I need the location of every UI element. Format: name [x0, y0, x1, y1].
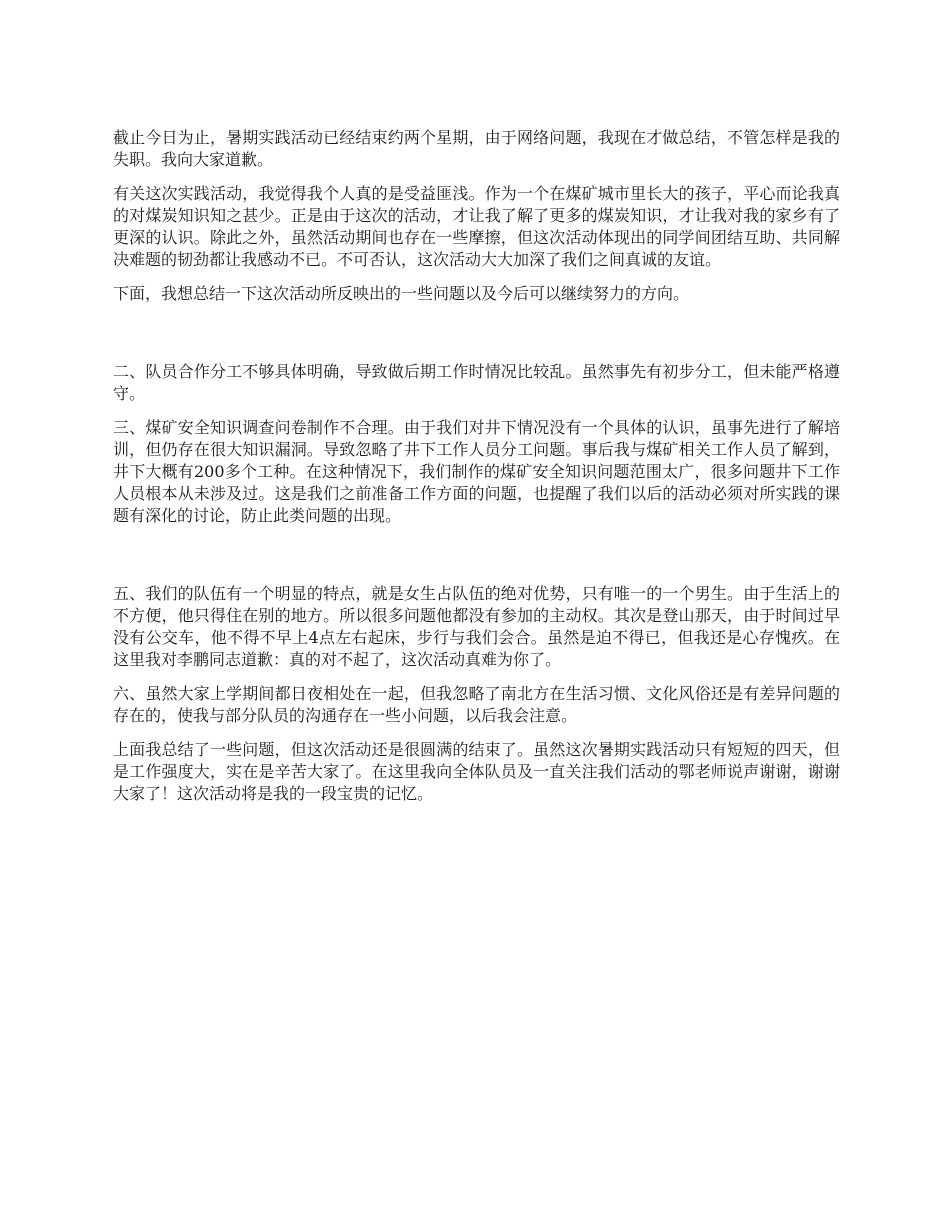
paragraph-conclusion: 上面我总结了一些问题，但这次活动还是很圆满的结束了。虽然这次暑期实践活动只有短短的四天，但是工作强度大，实在是辛苦大家了。在这里我向全体队员及一直关注我们活动的鄂老师说声谢谢，谢谢大家了！这次活动将是我的一段宝贵的记忆。 — [113, 740, 840, 803]
paragraph-point-five: 五、我们的队伍有一个明显的特点，就是女生占队伍的绝对优势，只有唯一的一个男生。由于生活上的不方便，他只得住在别的地方。所以很多问题他都没有参加的主动权。其次是登山那天，由于时间过早没有公交车，他不得不早上4点左右起床，步行与我们会合。虽然是迫不得已，但我还是心存愧疚。在这里我对李鹏同志道歉：真的对不起了，这次活动真难为你了。 — [113, 584, 840, 669]
paragraph-reflection: 有关这次实践活动，我觉得我个人真的是受益匪浅。作为一个在煤矿城市里长大的孩子，平心而论我真的对煤炭知识知之甚少。正是由于这次的活动，才让我了解了更多的煤炭知识，才让我对我的家乡有了更深的认识。除此之外，虽然活动期间也存在一些摩擦，但这次活动体现出的同学间团结互助、共同解决难题的韧劲都让我感动不已。不可否认，这次活动大大加深了我们之间真诚的友谊。 — [113, 184, 840, 269]
paragraph-transition: 下面，我想总结一下这次活动所反映出的一些问题以及今后可以继续努力的方向。 — [113, 284, 690, 303]
paragraph-apology: 截止今日为止，暑期实践活动已经结束约两个星期，由于网络问题，我现在才做总结，不管怎样是我的失职。我向大家道歉。 — [113, 128, 840, 169]
paragraph-gap — [113, 317, 840, 361]
document-body — [113, 127, 840, 817]
paragraph-gap — [113, 539, 840, 583]
paragraph-point-three: 三、煤矿安全知识调查问卷制作不合理。由于我们对井下情况没有一个具体的认识，虽事先进行了解培训，但仍存在很大知识漏洞。导致忽略了井下工作人员分工问题。事后我与煤矿相关工作人员了解到，井下大概有200多个工种。在这种情况下，我们制作的煤矿安全知识问题范围太广，很多问题井下工作人员根本从未涉及过。这是我们之前准备工作方面的问题，也提醒了我们以后的活动必须对所实践的课题有深化的讨论，防止此类问题的出现。 — [113, 418, 840, 525]
paragraph-point-two: 二、队员合作分工不够具体明确，导致做后期工作时情况比较乱。虽然事先有初步分工，但未能严格遵守。 — [113, 362, 840, 403]
paragraph-point-six: 六、虽然大家上学期间都日夜相处在一起，但我忽略了南北方在生活习惯、文化风俗还是有差异问题的存在的，使我与部分队员的沟通存在一些小问题，以后我会注意。 — [113, 684, 840, 725]
